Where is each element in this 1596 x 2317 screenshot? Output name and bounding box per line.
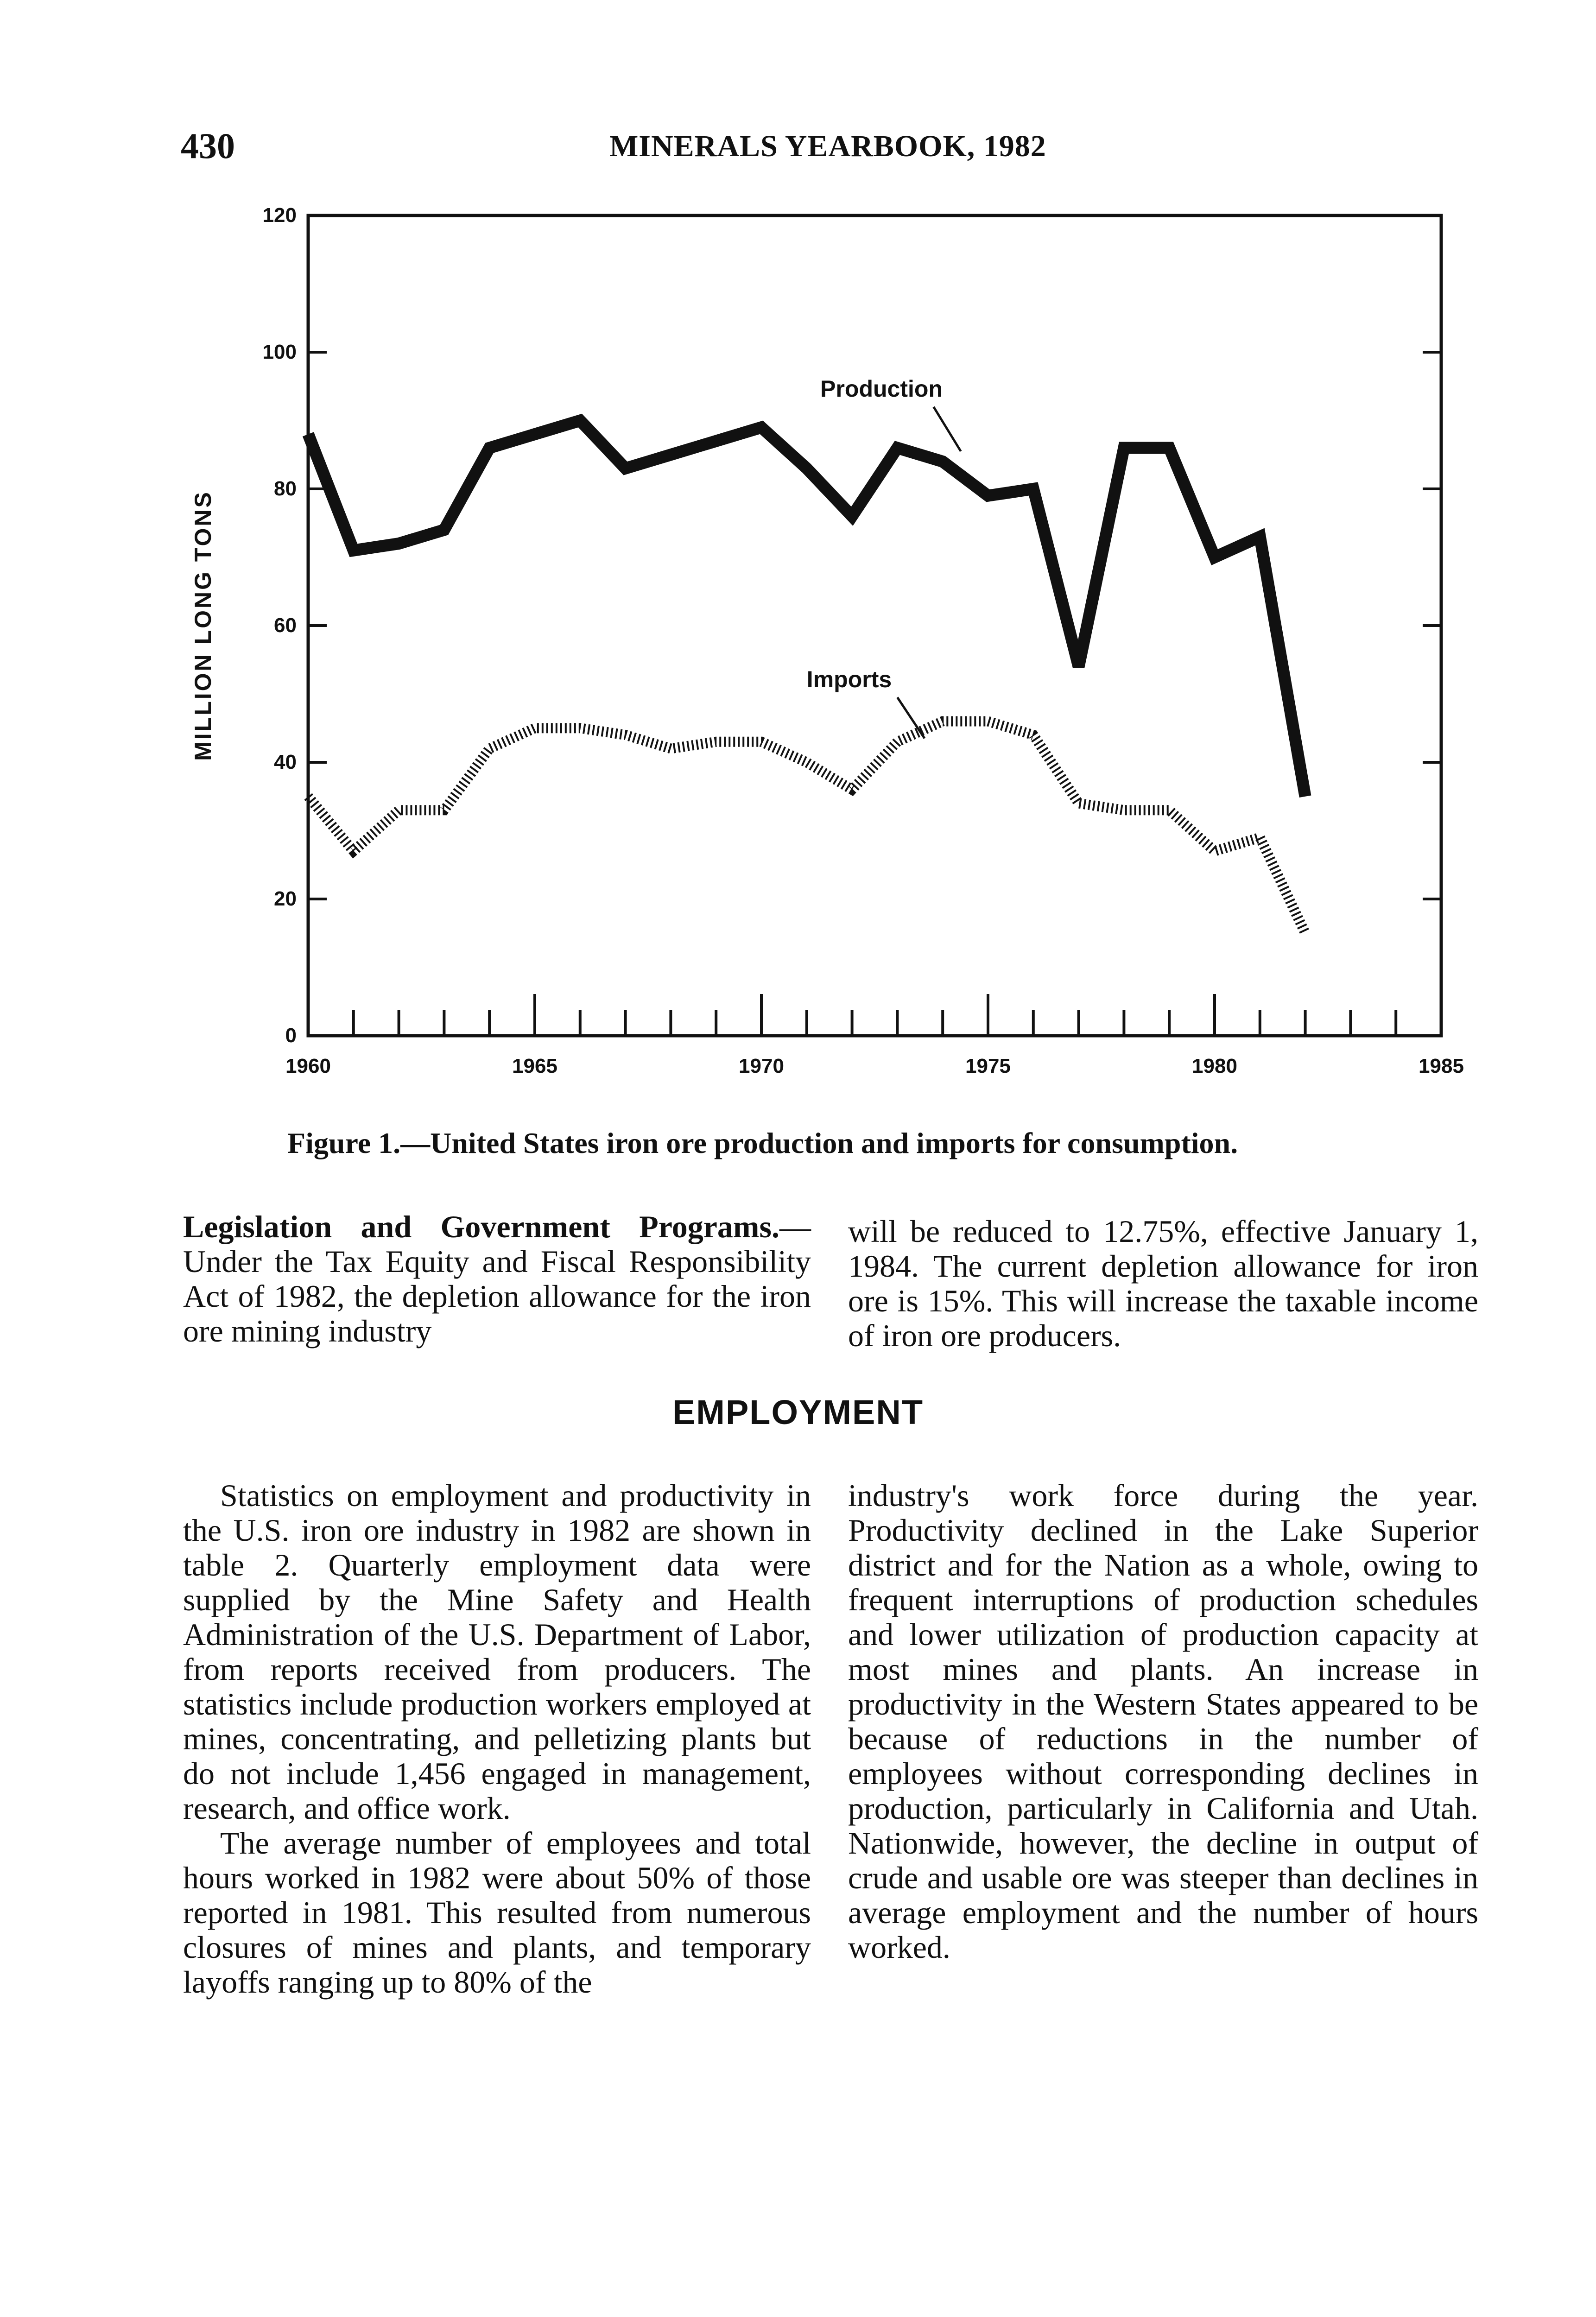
- figure-caption: Figure 1.—United States iron ore production and imports for consumption.: [287, 1127, 1238, 1159]
- x-tick-label: 1975: [965, 1055, 1011, 1077]
- employment-left-column: [183, 1478, 811, 2000]
- y-axis-label: MILLION LONG TONS: [190, 490, 216, 761]
- x-tick-label: 1980: [1192, 1055, 1237, 1077]
- employment-heading: EMPLOYMENT: [672, 1393, 924, 1431]
- y-tick-label: 40: [274, 751, 297, 773]
- imports-point: [1122, 809, 1125, 811]
- legislation-heading: Legislation and Government Programs.: [183, 1209, 779, 1244]
- imports-leader: [897, 697, 925, 739]
- y-tick-label: 60: [274, 614, 297, 637]
- production-leader: [934, 407, 961, 451]
- y-tick-label: 100: [262, 341, 297, 363]
- y-tick-label: 0: [285, 1024, 297, 1047]
- employment-paragraph-1: Statistics on employment and productivity in the U.S. iron ore industry in 1982 are shown in table 2. Quarterly employment data were supplied by the Mine Safety and Health Administration of the U.S. Department of Labor, from reports received from producers. The statistics include production workers employed at mines, concentrating, and pelletizing plants but do not include 1,456 engaged in management, research, and office work.: [183, 1478, 811, 1826]
- production-annotation: Production: [820, 375, 943, 402]
- imports-annotation: Imports: [806, 666, 892, 692]
- y-tick-label: 120: [262, 204, 297, 227]
- y-tick-label: 80: [274, 477, 297, 500]
- production-line: [308, 421, 1305, 797]
- iron-ore-chart: [0, 0, 1596, 1112]
- legislation-left-column: [183, 1209, 811, 1348]
- x-tick-label: 1965: [512, 1055, 557, 1077]
- x-tick-label: 1985: [1419, 1055, 1464, 1077]
- y-tick-label: 20: [274, 887, 297, 910]
- imports-line: [308, 722, 1305, 933]
- employment-paragraph-2: The average number of employees and total hours worked in 1982 were about 50% of those reported in 1981. This resulted from numerous closures of mines and plants, and temporary layoffs ranging up to 80% of the: [183, 1825, 811, 2000]
- x-tick-label: 1970: [739, 1055, 784, 1077]
- employment-right-column: [848, 1478, 1478, 1965]
- imports-point: [1304, 932, 1307, 935]
- employment-paragraph-3: industry's work force during the year. Productivity declined in the Lake Superior district and for the Nation as a whole, owing to frequent interruptions of production schedules and lower utilization of production capacity at most mines and plants. An increase in productivity in the Western States appeared to be because of reductions in the number of employees without corresponding declines in production, particularly in California and Utah. Nationwide, however, the decline in output of crude and usable ore was steeper than declines in average employment and the number of hours worked.: [848, 1478, 1478, 1965]
- running-title: MINERALS YEARBOOK, 1982: [609, 129, 1046, 163]
- legislation-left-text: —Under the Tax Equity and Fiscal Responsibility Act of 1982, the depletion allowance for the iron ore mining industry: [183, 1209, 811, 1348]
- page-number: 430: [181, 126, 235, 166]
- x-tick-label: 1960: [285, 1055, 331, 1077]
- legislation-right-text: will be reduced to 12.75%, effective January 1, 1984. The current depletion allowance for iron ore is 15%. This will increase the taxable income of iron ore producers.: [848, 1214, 1478, 1353]
- legislation-right-column: [848, 1214, 1478, 1353]
